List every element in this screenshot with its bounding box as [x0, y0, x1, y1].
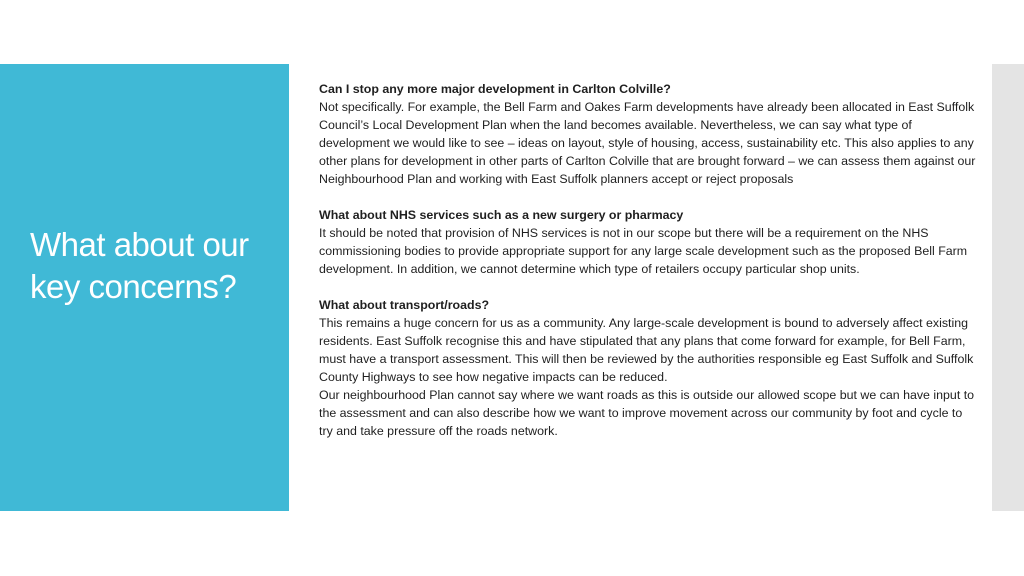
faq-answer: It should be noted that provision of NHS services is not in our scope but there will be a requirement on the NHS commissioning bodies to provide appropriate support for any large scale development such as the proposed Bell Farm development. In addition, we cannot determine which type of retailers occupy particular shop units.	[319, 226, 968, 276]
faq-answer: This remains a huge concern for us as a community. Any large-scale development is bound to adversely affect existing residents. East Suffolk recognise this and have stipulated that any plans that come forward for example, for Bell Farm, must have a transport assessment. This will then be reviewed by the authorities responsible eg East Suffolk and Suffolk County Highways to see how negative impacts can be reduced.	[319, 316, 974, 384]
faq-section-nhs	[319, 206, 979, 278]
faq-section-transport	[319, 296, 979, 440]
faq-answer: Our neighbourhood Plan cannot say where we want roads as this is outside our allowed scope but we can have input to the assessment and can also describe how we want to improve movement across our community by foot and cycle to try and take pressure off the roads network.	[319, 388, 975, 438]
faq-question: What about transport/roads?	[319, 298, 490, 312]
faq-question: What about NHS services such as a new surgery or pharmacy	[319, 208, 684, 222]
right-edge-strip	[992, 64, 1024, 511]
faq-section-development	[319, 80, 979, 188]
content-body	[319, 80, 979, 458]
faq-answer: Not specifically. For example, the Bell Farm and Oakes Farm developments have already been allocated in East Suffolk Council’s Local Development Plan when the land becomes available. Nevertheless, we can say what type of development we would like to see – ideas on layout, style of housing, access, sustainability etc. This also applies to any other plans for development in other parts of Carlton Colville that are brought forward – we can assess them against our Neighbourhood Plan and working with East Suffolk planners accept or reject proposals	[319, 100, 976, 186]
slide-title: What about our key concerns?	[30, 226, 249, 305]
faq-question: Can I stop any more major development in Carlton Colville?	[319, 82, 671, 96]
